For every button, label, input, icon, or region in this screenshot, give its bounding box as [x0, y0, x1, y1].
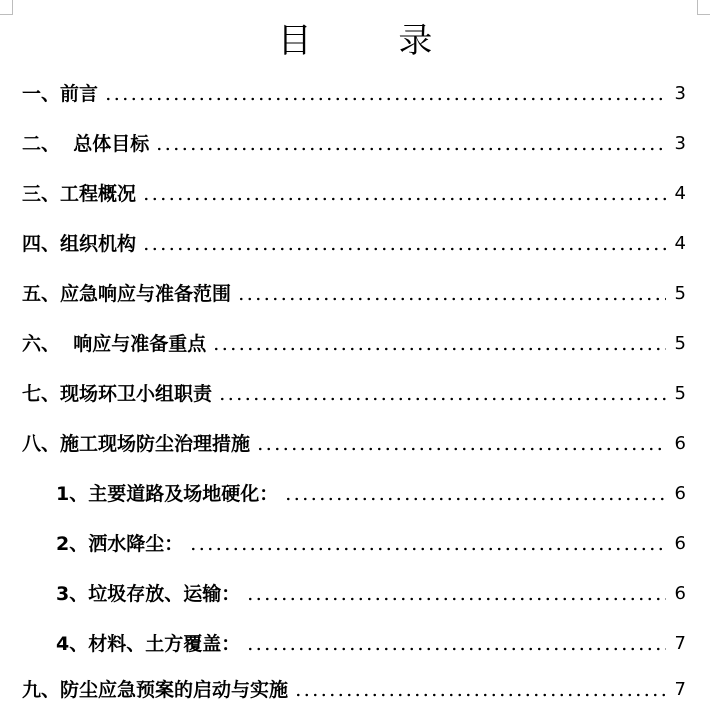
toc-leader-dots [142, 197, 666, 201]
toc-leader-dots [246, 597, 666, 601]
toc-leader-dots [256, 447, 666, 451]
toc-page-number: 3 [674, 133, 686, 154]
toc-page-number: 4 [674, 233, 686, 254]
toc-entry-label: 九、防尘应急预案的启动与实施 [22, 679, 289, 701]
toc-page-number: 5 [674, 383, 686, 404]
page-corner-mark-right [697, 0, 710, 15]
toc-page-number: 3 [674, 83, 686, 104]
toc-entry-label: 六、 响应与准备重点 [22, 333, 207, 355]
toc-leader-dots [294, 693, 666, 697]
toc-leader-dots [142, 247, 666, 251]
toc-page-number: 7 [674, 633, 686, 654]
toc-page-number: 6 [674, 583, 686, 604]
toc-page-number: 6 [674, 433, 686, 454]
toc-entry[interactable] [22, 424, 686, 456]
toc-leader-dots [155, 147, 666, 151]
toc-leader-dots [189, 547, 666, 551]
toc-entry-label: 一、前言 [22, 83, 99, 105]
toc-leader-dots [284, 497, 666, 501]
toc-entry-label: 2、洒水降尘： [56, 533, 184, 555]
toc-entry[interactable] [22, 324, 686, 356]
toc-leader-dots [237, 297, 666, 301]
toc-subentry[interactable] [56, 574, 686, 606]
toc-entry-label: 4、材料、土方覆盖： [56, 633, 241, 655]
toc-page-number: 6 [674, 483, 686, 504]
toc-entry-label: 七、现场环卫小组职责 [22, 383, 213, 405]
toc-page-number: 5 [674, 283, 686, 304]
toc-entry[interactable] [22, 224, 686, 256]
toc-entry-label: 3、垃圾存放、运输： [56, 583, 241, 605]
toc-title: 目 录 [277, 21, 471, 61]
toc-entry-label: 四、组织机构 [22, 233, 137, 255]
toc-entry-label: 1、主要道路及场地硬化： [56, 483, 279, 505]
toc-page-number: 7 [674, 679, 686, 700]
toc-entry-label: 八、施工现场防尘治理措施 [22, 433, 251, 455]
toc-entry[interactable] [22, 74, 686, 106]
toc-leader-dots [218, 397, 666, 401]
page-corner-mark-left [0, 0, 13, 15]
toc-page-number: 5 [674, 333, 686, 354]
toc-entry-label: 三、工程概况 [22, 183, 137, 205]
toc-leader-dots [212, 347, 666, 351]
toc-entry[interactable] [22, 374, 686, 406]
toc-page-number: 6 [674, 533, 686, 554]
toc-entry-label: 五、应急响应与准备范围 [22, 283, 232, 305]
toc-page-number: 4 [674, 183, 686, 204]
toc-entry[interactable] [22, 174, 686, 206]
toc-entry[interactable] [22, 274, 686, 306]
toc-subentry[interactable] [56, 474, 686, 506]
toc-leader-dots [104, 97, 666, 101]
toc-entry[interactable] [22, 124, 686, 156]
toc-leader-dots [246, 647, 666, 651]
toc-subentry[interactable] [56, 624, 686, 656]
toc-subentry[interactable] [56, 524, 686, 556]
toc-entry[interactable] [22, 670, 686, 702]
toc-entry-label: 二、 总体目标 [22, 133, 150, 155]
